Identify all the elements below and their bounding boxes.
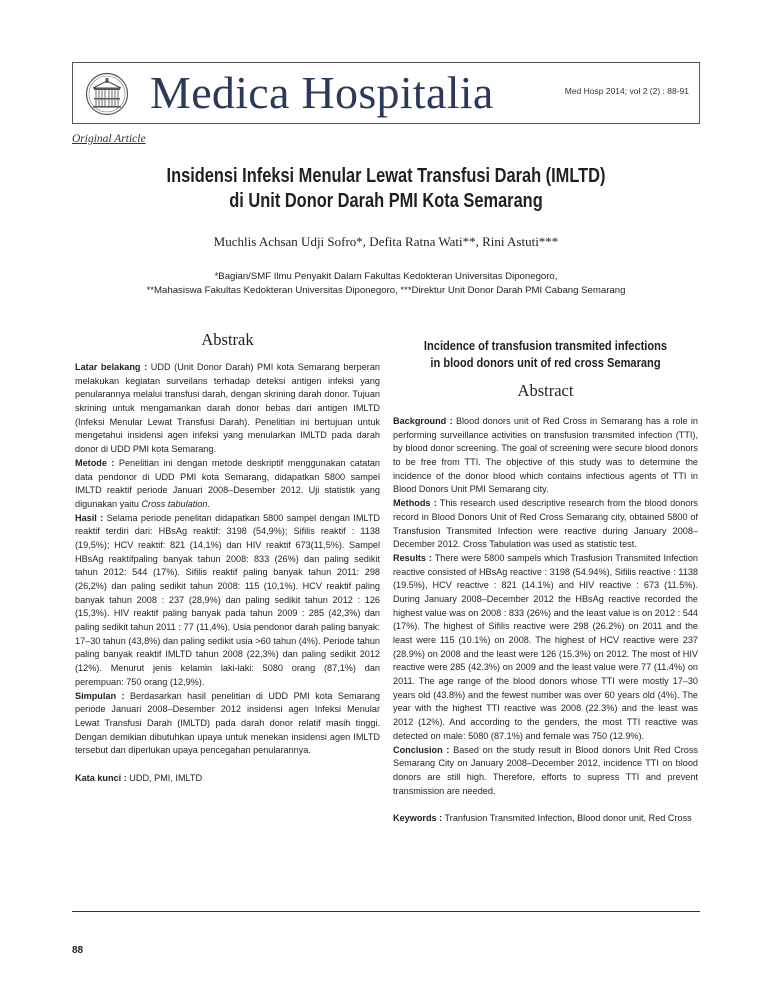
english-title-line-2: in blood donors unit of red cross Semarang — [430, 355, 661, 370]
abstrak-simpulan — [75, 690, 380, 758]
abstrak-hasil — [75, 512, 380, 690]
hospital-seal-logo-icon — [85, 72, 129, 116]
results-label: Results : — [393, 552, 432, 563]
abstract-background — [393, 415, 698, 497]
hasil-label: Hasil : — [75, 512, 104, 523]
footer-divider — [72, 911, 700, 912]
methods-label: Methods : — [393, 498, 437, 509]
metode-text: Penelitian ini dengan metode deskriptif menggunakan catatan data pendonor di UDD PMI kota Semarang, didapatkan 5800 sampel IMLTD reaktif periode Januari 2008–Desember 2012. Uji statistik yang digunakan yaitu — [75, 457, 380, 509]
conclusion-label: Conclusion : — [393, 744, 450, 755]
abstrak-column — [75, 361, 380, 785]
journal-name: Medica Hospitalia — [150, 67, 494, 118]
metode-end: . — [207, 498, 210, 509]
article-title-line-1: Insidensi Infeksi Menular Lewat Transfusi Darah (IMLTD) — [166, 165, 606, 187]
hasil-text: Selama periode penelitan didapatkan 5800 sampel dengan IMLTD reaktif terdiri dari: HBsAg reaktif: 3198 (54,9%); Sifilis reaktif : 1138 (19,5%); HCV reaktif: 821 (14,1%) dan HIV reaktif 673(11,5%). Sampel HBsAg reaktifpaling banyak tahun 2008: 833 (26%) dan paling sedikit tahun 2012: 544 (17%). Sifilis reaktif paling banyak tahun 2011: 298 (26,2%) dan paling sedikit tahun 2008: 115 (10,1%). HCV reaktif paling banyak tahun 2008 : 237 (28,9%) dan paling sedikit tahun 2012 : 126 (15,3%). HIV reaktif paling banyak pada tahun 2009 : 285 (42,3%) dan paling sedikit tahun 2011 : 77 (11,4%). Usia pendonor darah paling banyak: 17–30 tahun (43,8%) dan paling sedikit usia >60 tahun (4%). Periode tahun paling banyak reaktif IMLTD tahun 2008 (22,3%) dan paling sedikit 2012 (12%). Menurut jenis kelamin laki-laki: 5080 orang (87,1%) dan perempuan: 750 orang (12,9%). — [75, 512, 380, 687]
affiliations — [62, 270, 710, 298]
simpulan-label: Simpulan : — [75, 690, 125, 701]
kata-kunci-text: UDD, PMI, IMLTD — [126, 772, 203, 783]
abstrak-latar-belakang — [75, 361, 380, 457]
keywords-text: Tranfusion Transmited Infection, Blood donor unit, Red Cross — [442, 812, 692, 823]
abstrak-metode — [75, 457, 380, 512]
authors: Muchlis Achsan Udji Sofro*, Defita Ratna Wati**, Rini Astuti*** — [213, 234, 559, 249]
article-type: Original Article — [72, 133, 146, 145]
metode-italic: Cross tabulation — [141, 498, 208, 509]
article-title — [129, 164, 644, 214]
abstract-column — [393, 415, 698, 826]
kata-kunci — [75, 772, 380, 786]
conclusion-text: Based on the study result in Blood donors Unit Red Cross Semarang City on January 2008–December 2012, incidence TTI on blood donors are still high. Therefore, efforts to supress TTI and prevent transmission are needed. — [393, 744, 698, 796]
article-title-line-2: di Unit Donor Darah PMI Kota Semarang — [229, 190, 543, 212]
methods-text: This research used descriptive research from the blood donors record in Blood Donors Unit of Red Cross Semarang city, obtained 5800 of Transfusion Transmited Infection were reactive during January 2008–December 2012. Cross Tabulation was used as statistic test. — [393, 498, 698, 550]
latar-belakang-text: UDD (Unit Donor Darah) PMI kota Semarang berperan melakukan kegiatan surveilans terhadap deteksi antigen infeksi yang penularannya melalui transfusi darah, dengan skrining darah donor. Tujuan skrining untuk mengamankan darah donor bebas dari antigen IMLTD (Infeksi Menular Lewat Transfusi Darah). Penelitian ini bertujuan untuk mengetahui insidensi agen infeksi yang menularkan IMLTD pada darah donor di UDD PMI kota Semarang. — [75, 362, 380, 455]
citation: Med Hosp 2014; vol 2 (2) : 88-91 — [564, 86, 689, 96]
english-title-line-1: Incidence of transfusion transmited infections — [423, 338, 668, 353]
abstrak-heading: Abstrak — [201, 330, 254, 349]
abstract-conclusion — [393, 744, 698, 799]
results-text: There were 5800 sampels which Trasfusion Transmited Infection reactive consisted of HBsAg reactive : 3198 (54.94%), Sifilis reactive : 1138 (19.5%), HCV reactive : 821 (14.1%) and HIV reactive : 673 (11.5%). During January 2008–December 2012 the HBsAg reactive recorded the highest value was on 2008 : 833 (26%) and the least value is on 2012 : 544 (17%). The highest of Sifilis reactive were 298 (26.2%) on 2011 and the least were 115 (10.1%) on 2008. The highest of HCV reactive were 237 (28.9%) on 2008 and the least were 126 (15.3%) on 2012. The most of HIV reactive were 285 (42.3%) on 2009 and the least value were 77 (11.4%) on 2011. The age range of the blood donors whose TTI were mostly 17–30 years old (43.8%) and the fewest number was over 60 years old (4%). The year with the highest TTI reactive was 2008 (22.3%) and the least was 2012 (12%). And according to the genders, the most TTI reactive was detected on male: 5080 (87.1%) and female was 750 (12.9%). — [393, 552, 698, 741]
affiliation-line-1: *Bagian/SMF Ilmu Penyakit Dalam Fakultas Kedokteran Universitas Diponegoro, — [214, 271, 558, 282]
keywords — [393, 812, 698, 826]
page-number: 88 — [72, 945, 84, 956]
affiliation-line-2: **Mahasiswa Fakultas Kedokteran Universitas Diponegoro, ***Direktur Unit Donor Darah PMI Cabang Semarang — [146, 285, 626, 296]
background-label: Background : — [393, 416, 453, 426]
metode-label: Metode : — [75, 457, 115, 468]
simpulan-text: Berdasarkan hasil penelitian di UDD PMI kota Semarang periode Januari 2008–Desember 2012 insidensi agen Infeksi Menular Lewat Transfusi Darah (IMLTD) pada darah donor relatif masih tinggi. Dengan demikian dibutuhkan upaya untuk menekan insidensi agen IMLTD tersebut dan diperlukan upaya pencegahan penularannya. — [75, 690, 380, 756]
keywords-label: Keywords : — [393, 812, 443, 823]
latar-belakang-label: Latar belakang : — [75, 362, 148, 372]
abstract-methods — [393, 497, 698, 552]
abstract-results — [393, 552, 698, 744]
background-text: Blood donors unit of Red Cross in Semarang has a role in performing surveillance activities on transfusion transmited infection (TTI), by blood donor screening. The goal of screening were secure blood donors to be free from TTI. The objective of this study was to determine the incidence of the donor blood which contains infectious agents of TTI in Blood Donors Unit PMI Semarang city. — [393, 416, 698, 495]
kata-kunci-label: Kata kunci : — [75, 772, 127, 783]
journal-header — [72, 62, 700, 124]
english-title — [417, 337, 673, 371]
abstract-heading: Abstract — [517, 381, 574, 400]
